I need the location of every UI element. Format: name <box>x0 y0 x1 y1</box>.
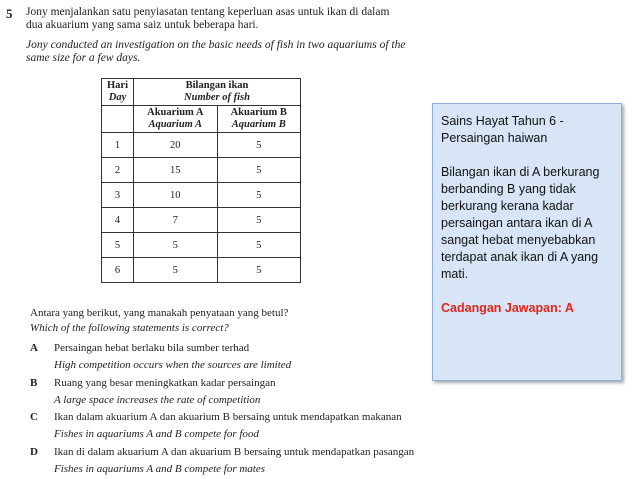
cell-day: 3 <box>102 183 134 208</box>
cell-day: 6 <box>102 258 134 283</box>
cell-aquarium-a: 7 <box>134 208 217 233</box>
option-text-malay: Persaingan hebat berlaku bila sumber terhad <box>54 342 250 354</box>
cell-day: 4 <box>102 208 134 233</box>
option-text-english: A large space increases the rate of competition <box>54 394 261 406</box>
cell-aquarium-b: 5 <box>217 158 301 183</box>
explanation-note <box>432 103 622 381</box>
option-letter: C <box>30 411 38 423</box>
option-text-english: Fishes in aquariums A and B compete for food <box>54 428 259 440</box>
cell-aquarium-b: 5 <box>217 133 301 158</box>
cell-aquarium-a: 15 <box>134 158 217 183</box>
note-title: Sains Hayat Tahun 6 - Persaingan haiwan <box>441 114 564 145</box>
cell-aquarium-b: 5 <box>217 208 301 233</box>
cell-day: 1 <box>102 133 134 158</box>
option-letter: A <box>30 342 38 354</box>
option-text-malay: Ruang yang besar meningkatkan kadar persaingan <box>54 377 276 389</box>
cell-aquarium-b: 5 <box>217 258 301 283</box>
table-row <box>102 133 301 158</box>
header-number-of-fish: Bilangan ikan Number of fish <box>134 79 301 106</box>
header-aquarium-a: Akuarium A Aquarium A <box>134 106 217 133</box>
option-text-malay: Ikan dalam akuarium A dan akuarium B bersaing untuk mendapatkan makanan <box>54 411 402 423</box>
header-aquarium-b: Akuarium B Aquarium B <box>217 106 301 133</box>
option-letter: D <box>30 446 38 458</box>
table-row <box>102 183 301 208</box>
table-row <box>102 233 301 258</box>
header-day: Hari Day <box>102 79 134 106</box>
note-answer: Cadangan Jawapan: A <box>441 301 574 315</box>
option-letter: B <box>30 377 38 389</box>
question-number: 5 <box>6 6 13 21</box>
prompt-english: Which of the following statements is correct? <box>30 322 229 334</box>
cell-aquarium-b: 5 <box>217 233 301 258</box>
cell-day: 5 <box>102 233 134 258</box>
header-blank <box>102 106 134 133</box>
question-stem-english: Jony conducted an investigation on the basic needs of fish in two aquariums of the same size for a few days. <box>26 39 406 64</box>
cell-aquarium-a: 20 <box>134 133 217 158</box>
cell-aquarium-a: 5 <box>134 258 217 283</box>
cell-aquarium-a: 10 <box>134 183 217 208</box>
table-row <box>102 208 301 233</box>
cell-day: 2 <box>102 158 134 183</box>
cell-aquarium-a: 5 <box>134 233 217 258</box>
option-text-english: High competition occurs when the sources are limited <box>54 359 292 371</box>
fish-count-table <box>101 78 301 283</box>
option-text-english: Fishes in aquariums A and B compete for mates <box>54 463 266 475</box>
cell-aquarium-b: 5 <box>217 183 301 208</box>
option-text-malay: Ikan di dalam akuarium A dan akuarium B bersaing untuk mendapatkan pasangan <box>54 446 415 458</box>
question-stem-malay: Jony menjalankan satu penyiasatan tentang keperluan asas untuk ikan di dalam dua akuarium yang sama saiz untuk beberapa hari. <box>26 6 390 31</box>
note-body: Bilangan ikan di A berkurang berbanding B yang tidak berkurang kerana kadar persaingan antara ikan di A sangat hebat menyebabkan terdapat anak ikan di A yang mati. <box>441 165 600 281</box>
table-row <box>102 158 301 183</box>
prompt-malay: Antara yang berikut, yang manakah penyataan yang betul? <box>30 307 289 319</box>
table-row <box>102 258 301 283</box>
